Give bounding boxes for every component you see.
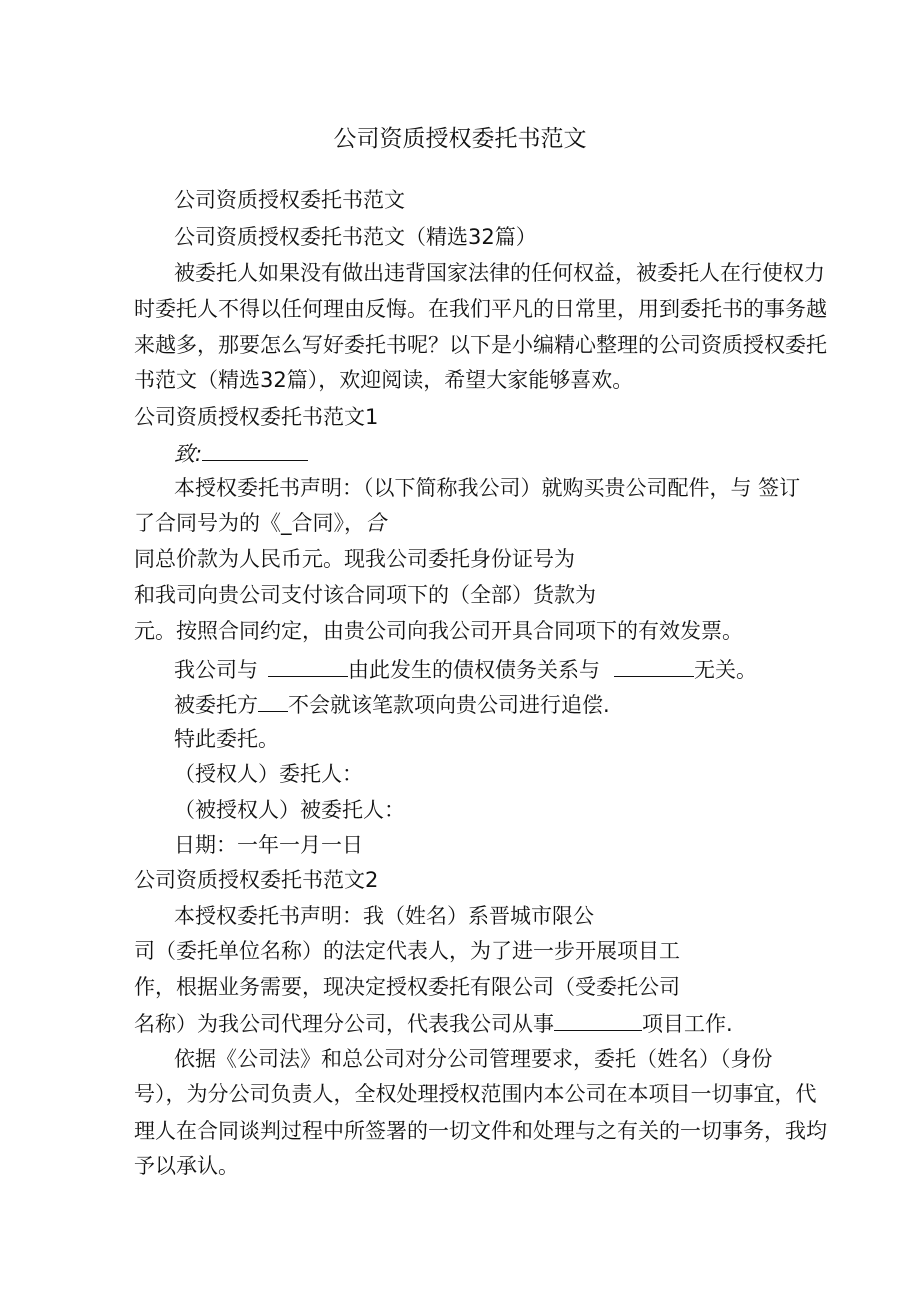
doc-title: 公司资质授权委托书范文 <box>333 126 587 152</box>
s1-para7: 日期：一年一月一日 <box>174 833 363 857</box>
subtitle-2: 公司资质授权委托书范文（精选32篇） <box>174 225 537 249</box>
s1-para1-line-2-text: 了合同号为的《_合同》， <box>134 511 365 535</box>
s1-para3 <box>174 689 610 719</box>
intro-line-3: 来越多，那要怎么写好委托书呢？以下是小编精心整理的公司资质授权委托 <box>134 333 827 357</box>
s1-para1-line-2-italic: 合 <box>365 511 386 535</box>
intro-line-4: 书范文（精选32篇），欢迎阅读，希望大家能够喜欢。 <box>134 368 634 392</box>
s2-para1-line-4 <box>134 1008 733 1038</box>
s2-para2-line-4: 予以承认。 <box>134 1154 239 1178</box>
s1-para5: （授权人）委托人： <box>174 762 363 786</box>
s2-para2-line-2: 号），为分公司负责人，全权处理授权范围内本公司在本项目一切事宜，代 <box>134 1082 817 1106</box>
to-label: 致: <box>174 442 203 466</box>
s1-para1-line-1: 本授权委托书声明：（以下简称我公司）就购买贵公司配件，与 签订 <box>174 476 801 500</box>
s1-para2-a: 我公司与 <box>174 658 258 682</box>
s1-para1-line-3: 同总价款为人民币元。现我公司委托身份证号为 <box>134 547 575 571</box>
intro-line-1: 被委托人如果没有做出违背国家法律的任何权益，被委托人在行使权力 <box>174 261 825 285</box>
s1-para3-b: 不会就该笔款项向贵公司进行追偿. <box>288 693 610 717</box>
s1-para6: （被授权人）被委托人： <box>174 798 405 822</box>
section-1-heading: 公司资质授权委托书范文1 <box>134 405 379 429</box>
section-2-heading: 公司资质授权委托书范文2 <box>134 868 379 892</box>
s1-para3-a: 被委托方 <box>174 693 258 717</box>
s1-para2-c: 无关。 <box>694 658 757 682</box>
blank-line <box>554 1008 642 1031</box>
s2-para1-line-4-b: 项目工作. <box>642 1012 733 1036</box>
s2-para1-line-3: 作，根据业务需要，现决定授权委托有限公司（受委托公司 <box>134 975 680 999</box>
s2-para2-line-3: 理人在合同谈判过程中所签署的一切文件和处理与之有关的一切事务，我均 <box>134 1119 827 1143</box>
s1-para1-line-4: 和我司向贵公司支付该合同项下的（全部）货款为 <box>134 583 596 607</box>
blank-line <box>614 654 694 677</box>
s1-para2-b: 由此发生的债权债务关系与 <box>348 658 600 682</box>
blank-line <box>268 654 348 677</box>
s1-para2 <box>174 654 757 684</box>
intro-line-2: 时委托人不得以任何理由反悔。在我们平凡的日常里，用到委托书的事务越 <box>134 297 827 321</box>
subtitle-1: 公司资质授权委托书范文 <box>174 188 405 212</box>
blank-line <box>258 689 288 712</box>
s2-para1-line-4-a: 名称）为我公司代理分公司，代表我公司从事 <box>134 1012 554 1036</box>
s1-para1-line-5: 元。按照合同约定，由贵公司向我公司开具合同项下的有效发票。 <box>134 619 743 643</box>
to-line <box>174 438 308 468</box>
s2-para1-line-1: 本授权委托书声明：我（姓名）系晋城市限公 <box>174 904 594 928</box>
s2-para1-line-2: 司（委托单位名称）的法定代表人，为了进一步开展项目工 <box>134 939 680 963</box>
blank-line <box>202 438 308 461</box>
s2-para2-line-1: 依据《公司法》和总公司对分公司管理要求，委托（姓名）（身份 <box>174 1047 773 1071</box>
s1-para1-line-2 <box>134 509 386 537</box>
s1-para4: 特此委托。 <box>174 727 279 751</box>
